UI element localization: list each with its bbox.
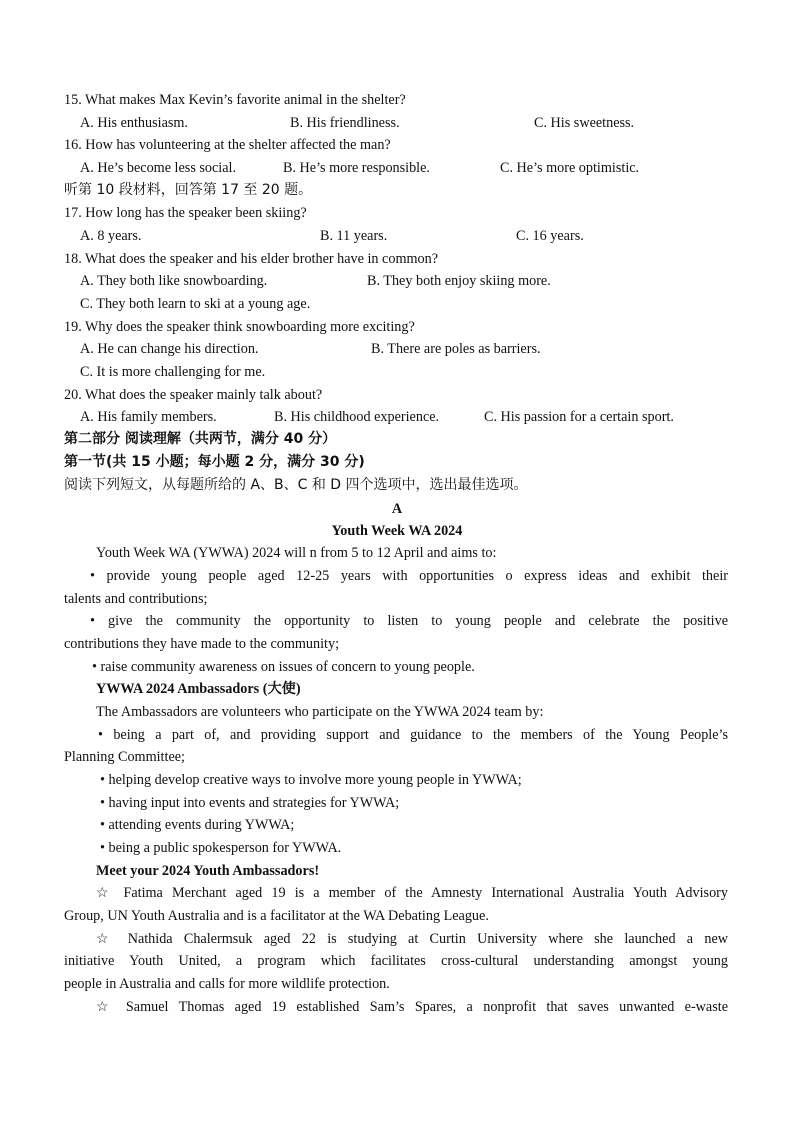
reading-section-title: 第一节(共 15 小题；每小题 2 分，满分 30 分) (64, 454, 365, 470)
aim-2-line-1: • give the community the opportunity to listen to young people and celebrate the positive (90, 613, 728, 629)
q17-option-c: C. 16 years. (516, 228, 584, 244)
q20-option-b: B. His childhood experience. (274, 409, 440, 425)
q20-option-a: A. His family members. (80, 409, 217, 425)
question-17: 17. How long has the speaker been skiing? (64, 205, 307, 221)
q15-option-a: A. His enthusiasm. (80, 115, 188, 131)
question-15: 15. What makes Max Kevin’s favorite animal in the shelter? (64, 92, 406, 108)
meet-heading: Meet your 2024 Youth Ambassadors! (96, 863, 320, 879)
role-5: • being a public spokesperson for YWWA. (100, 840, 342, 856)
ambassadors-intro: The Ambassadors are volunteers who participate on the YWWA 2024 team by: (96, 704, 544, 720)
q17-option-a: A. 8 years. (80, 228, 142, 244)
profile-2-line-1: ☆ Nathida Chalermsuk aged 22 is studying at Curtin University where she launched a new (96, 931, 728, 947)
role-3: • having input into events and strategies for YWWA; (100, 795, 400, 811)
question-19: 19. Why does the speaker think snowboarding more exciting? (64, 319, 415, 335)
reading-instruction: 阅读下列短文，从每题所给的 A、B、C 和 D 四个选项中，选出最佳选项。 (64, 477, 528, 493)
q16-option-c: C. He’s more optimistic. (500, 160, 640, 176)
q16-option-a: A. He’s become less social. (80, 160, 237, 176)
question-20: 20. What does the speaker mainly talk about? (64, 387, 323, 403)
passage-letter: A (391, 501, 403, 517)
profile-1-line-1: ☆ Fatima Merchant aged 19 is a member of the Amnesty International Australia Youth Advisory (96, 885, 728, 901)
profile-1-line-2: Group, UN Youth Australia and is a facilitator at the WA Debating League. (64, 908, 489, 924)
role-2: • helping develop creative ways to involve more young people in YWWA; (100, 772, 522, 788)
q18-option-a: A. They both like snowboarding. (80, 273, 268, 289)
q15-option-c: C. His sweetness. (534, 115, 635, 131)
aim-3: • raise community awareness on issues of concern to young people. (92, 659, 475, 675)
listening-section-note: 听第 10 段材料，回答第 17 至 20 题。 (64, 182, 313, 198)
passage-title: Youth Week WA 2024 (331, 523, 463, 539)
aim-2-line-2: contributions they have made to the community; (64, 636, 340, 652)
question-18: 18. What does the speaker and his elder brother have in common? (64, 251, 439, 267)
question-16: 16. How has volunteering at the shelter affected the man? (64, 137, 391, 153)
q16-option-b: B. He’s more responsible. (283, 160, 430, 176)
reading-part-title: 第二部分 阅读理解（共两节，满分 40 分） (64, 431, 337, 447)
q18-option-b: B. They both enjoy skiing more. (367, 273, 551, 289)
role-4: • attending events during YWWA; (100, 817, 295, 833)
q20-option-c: C. His passion for a certain sport. (484, 409, 674, 425)
ambassadors-heading: YWWA 2024 Ambassadors (大使) (96, 681, 301, 697)
profile-2-line-2: initiative Youth United, a program which facilitates cross-cultural understanding amongst young (64, 953, 728, 969)
q15-option-b: B. His friendliness. (290, 115, 400, 131)
role-1-line-2: Planning Committee; (64, 749, 185, 765)
q18-option-c: C. They both learn to ski at a young age. (80, 296, 311, 312)
q19-option-a: A. He can change his direction. (80, 341, 259, 357)
passage-intro: Youth Week WA (YWWA) 2024 will n from 5 to 12 April and aims to: (96, 545, 497, 561)
role-1-line-1: • being a part of, and providing support and guidance to the members of the Young People’s (98, 727, 728, 743)
profile-2-line-3: people in Australia and calls for more wildlife protection. (64, 976, 390, 992)
profile-3-line-1: ☆ Samuel Thomas aged 19 established Sam’s Spares, a nonprofit that saves unwanted e-waste (96, 999, 728, 1015)
aim-1-line-2: talents and contributions; (64, 591, 208, 607)
q17-option-b: B. 11 years. (320, 228, 388, 244)
q19-option-b: B. There are poles as barriers. (371, 341, 541, 357)
aim-1-line-1: • provide young people aged 12-25 years with opportunities o express ideas and exhibit their (90, 568, 728, 584)
q19-option-c: C. It is more challenging for me. (80, 364, 266, 380)
